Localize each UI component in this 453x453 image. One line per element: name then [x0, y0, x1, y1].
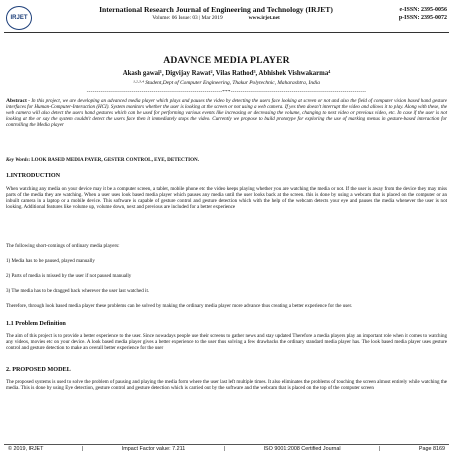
intro-paragraph-1: When watching any media on your device may it be a computer screen, a tablet, mobile phone etc the video keeps playing whether you are watching the media or not. If the user is away from the device they may miss parts of the media they are watching. When a user uses look based media player which pauses any media until the user looks back at the screen. this is done by using a webcam that is placed on the computer or an inbuilt camera in a laptop or a mobile device. This software is capable of gesture control and gesture detection which with the help of the webcam detects your eye and pauses the media whenever the user is not looking. Additional features like volume up, volume down, next and previous are included for a better experience [6, 186, 447, 211]
page-footer [8, 446, 445, 452]
list-item-3-wrap [6, 288, 447, 294]
footer-iso: ISO 9001:2008 Certified Journal [263, 446, 341, 452]
keywords-text: : LOOK BASED MEDIA PAYER, GESTER CONTROL, EYE, DETECTION. [28, 157, 199, 163]
author-list: Akash gawai¹, Digvijay Rawat², Vilas Rathod³, Abhishek Vishwakarma⁴ [122, 70, 331, 77]
proposed-paragraph: The proposed systems is used to solve the problem of pausing and playing the media form where the user last left multiple times. It also eliminates the problems of touching the screen almost entirely while watching the media. This is done by using Eye detection, gesture control and gesture detection which is carried out by the software and the webcam that is placed on the top of the computer screen [6, 379, 447, 392]
separator-line: ---------------------------------------------------------------------***--------------------------------------------------------------------- [86, 90, 367, 95]
problem-heading-wrap [6, 320, 447, 327]
footer-divider [4, 444, 449, 445]
intro-heading: 1.INTRODUCTION [6, 172, 61, 179]
header-center [66, 5, 366, 22]
list-item: 3) The media has to be dragged back wherever the user last watched it. [6, 288, 150, 294]
footer-sep: | [223, 446, 226, 452]
keywords-label: Key Words [6, 157, 29, 163]
header-divider [4, 32, 449, 33]
proposed-p-wrap [6, 379, 447, 391]
abstract-label: Abstract [6, 98, 27, 104]
journal-website[interactable]: www.irjet.net [248, 15, 280, 21]
list-item-1-wrap [6, 258, 447, 264]
journal-name: International Research Journal of Engineering and Technology (IRJET) [99, 5, 333, 14]
problem-heading: 1.1 Problem Definition [6, 320, 66, 327]
intro-paragraph-3: Therefore, through look based media player these problems can be solved by making the ordinary media player more advance thus creating a better experience for the user. [6, 303, 353, 309]
intro-p3-wrap [6, 303, 447, 309]
intro-p2-wrap [6, 243, 447, 249]
paper-title: ADAVNCE MEDIA PLAYER [163, 55, 290, 66]
intro-heading-wrap [6, 172, 447, 179]
proposed-heading-wrap [6, 366, 447, 373]
intro-p1-wrap [6, 186, 447, 210]
list-item: 1) Media has to be paused, played manually [6, 258, 95, 264]
proposed-heading: 2. PROPOSED MODEL [6, 366, 71, 373]
problem-paragraph: The aim of this project is to provide a better experience to the user. Since nowadays people use their screens to gather news and stay updated Therefore a media players play an important role when it comes to watching any videos, movies etc on your device. A look based media player gives a better experience to the user thus solving a few drawbacks the ordinary standard media player has. The look based media player uses gesture control and gesture detection to make an overall better experience for the user [6, 333, 447, 352]
abstract-text: - In this project, we are developing an advanced media player which plays and pauses the video by detecting the users face looking at screen or not and also the field of computer vision based hand gesture interfaces for Human-Computer-Interaction (HCI). System monitors whether the user is looking at the screen or not using a web camera. If yes then doesn't interrupt the video and allows it to play. Along with these, the web camera will also detect the users hand gestures which can be used for performing various events like increasing or decreasing the volume, changing to next video or previous video, etc. In case if the user is not looking at the or say the system couldn't detect the users face then it immediately stops the video. Currently we propose to build prototype for exploring the use of marking menus in gesture-based interaction for controlling the Media player [6, 98, 447, 129]
list-item: 2) Parts of media is missed by the user if not paused manually [6, 273, 132, 279]
issn-block [399, 6, 447, 22]
footer-page-number: Page 8169 [418, 446, 445, 452]
eissn: e-ISSN: 2395-0056 [399, 7, 447, 13]
footer-sep: | [379, 446, 381, 452]
keywords-block [6, 157, 447, 163]
problem-p-wrap [6, 333, 447, 351]
list-item-2-wrap [6, 273, 447, 279]
pissn: p-ISSN: 2395-0072 [398, 15, 447, 21]
abstract-block [6, 98, 447, 128]
irjet-logo: IRJET [6, 6, 32, 30]
abstract-paragraph [6, 98, 447, 128]
footer-sep: | [81, 446, 84, 452]
affiliation: ¹·²·³·⁴ Student,Dept of Computer Engineering, Thakur Polytechnic, Maharashtra, India [133, 80, 320, 86]
volume-row [66, 14, 366, 22]
footer-copyright: © 2019, IRJET [8, 446, 44, 452]
footer-impact: Impact Factor value: 7.211 [121, 446, 186, 452]
intro-paragraph-2: The following short-comings of ordinary media players: [6, 243, 120, 249]
volume-info: Volume: 06 Issue: 03 | Mar 2019 [152, 15, 223, 21]
keywords-paragraph [6, 157, 447, 163]
journal-header [4, 4, 449, 32]
